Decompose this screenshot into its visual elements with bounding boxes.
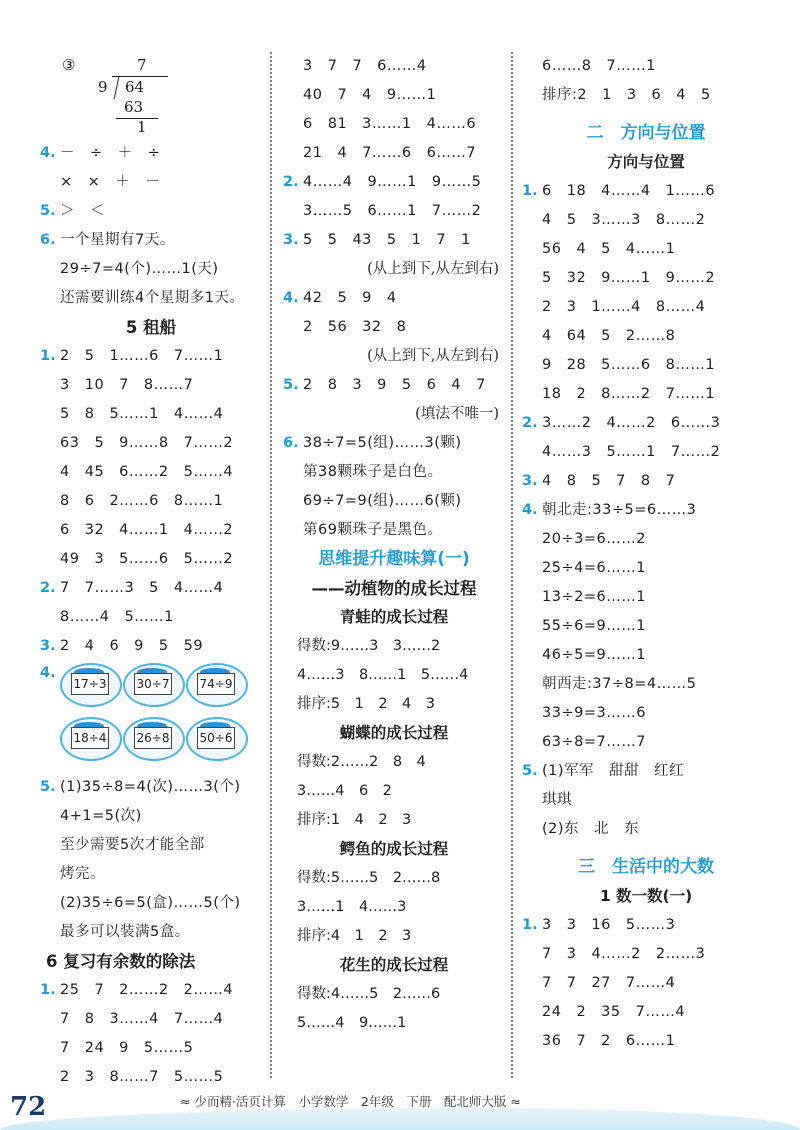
answer-text: － ÷ ＋ ÷: [60, 145, 161, 161]
question-number: 5.: [283, 377, 299, 393]
oval-item: [123, 663, 185, 707]
answer-row: [522, 409, 770, 438]
answer-row: 3……4 6 2: [297, 783, 392, 799]
answer-row: [283, 139, 505, 168]
answer-text: 36 7 2 6……1: [542, 1033, 676, 1049]
answer-text: 42 5 9 4: [303, 290, 397, 306]
answer-row: [522, 525, 770, 554]
answer-row: [522, 52, 770, 81]
answer-row: [522, 351, 770, 380]
answer-text: 4 45 6……2 5……4: [60, 464, 234, 480]
answer-row: [40, 487, 262, 516]
oval-label: 74÷9: [197, 673, 235, 695]
answer-row: [522, 81, 770, 110]
section-subtitle: 方向与位置: [607, 153, 685, 171]
answer-text: 3 10 7 8……7: [60, 377, 194, 393]
group-heading: 花生的成长过程: [339, 956, 449, 974]
column-divider: [511, 52, 513, 1078]
answer-row: [40, 603, 262, 632]
question-number: 4.: [40, 145, 56, 161]
answer-row: [283, 487, 505, 516]
answer-text: 7 24 9 5……5: [60, 1040, 194, 1056]
answer-row: [522, 786, 770, 815]
answer-row: [522, 728, 770, 757]
column-divider: [270, 52, 272, 1078]
answer-row: [522, 206, 770, 235]
answer-text: 24 2 35 7……4: [542, 1004, 686, 1020]
answer-row: [522, 940, 770, 969]
section-subtitle: ——动植物的成长过程: [311, 579, 477, 598]
answer-text: 13÷2=6……1: [542, 589, 646, 605]
question-number: 3.: [40, 638, 56, 654]
oval-label: 50÷6: [197, 727, 235, 749]
answer-text: 2 3 1……4 8……4: [542, 299, 706, 315]
answer-row: [522, 641, 770, 670]
answer-text: 6 32 4……1 4……2: [60, 522, 234, 538]
answer-row: [522, 322, 770, 351]
answer-row: [283, 458, 505, 487]
answer-text: 8 6 2……6 8……1: [60, 493, 224, 509]
answer-text: 8……4 5……1: [60, 609, 174, 625]
answer-text: 7 7……3 5 4……4: [60, 580, 224, 596]
oval-label: 17÷3: [71, 673, 109, 695]
answer-text: 6 81 3……1 4……6: [303, 116, 477, 132]
answer-row: [40, 371, 262, 400]
answer-row: [283, 168, 505, 197]
question-number: 2.: [522, 415, 538, 431]
answer-row: 5……4 9……1: [297, 1015, 407, 1031]
answer-text: 2 5 1……6 7……1: [60, 348, 224, 364]
answer-text: 至少需要5次才能全部: [60, 837, 205, 853]
oval-item: [60, 663, 122, 707]
group-heading: 蝴蝶的成长过程: [339, 724, 449, 742]
answer-text: 38÷7=5(组)……3(颗): [303, 435, 462, 451]
answer-row: 排序:4 1 2 3: [297, 928, 412, 944]
product: 63: [124, 98, 144, 116]
answer-text: 3 7 7 6……4: [303, 58, 427, 74]
answer-row: [40, 773, 262, 802]
answer-row: 得数:4……5 2……6: [297, 986, 441, 1002]
problem-marker: ③: [62, 56, 76, 74]
answer-text: (1)35÷8=4(次)……3(个): [60, 779, 241, 795]
answer-text: 7 7 27 7……4: [542, 975, 676, 991]
answer-row: [522, 380, 770, 409]
question-number: 5.: [522, 763, 538, 779]
answer-row: [283, 284, 505, 313]
answer-row: [40, 889, 262, 918]
answer-row: [283, 226, 505, 255]
oval-item: [123, 717, 185, 761]
question-number: 1.: [522, 917, 538, 933]
answer-row: [40, 168, 262, 197]
answer-text: 琪琪: [542, 792, 572, 808]
answer-text: 最多可以装满5盒。: [60, 924, 190, 940]
page-number: 72: [10, 1092, 47, 1122]
footer-wave: [0, 1108, 800, 1130]
answer-row: [40, 860, 262, 889]
answer-text: × × ＋ －: [60, 174, 161, 190]
answer-text: 6……8 7……1: [542, 58, 656, 74]
oval-label: 18÷4: [71, 727, 109, 749]
answer-row: [40, 574, 262, 603]
answer-text: 朝西走:37÷8=4……5: [542, 676, 697, 692]
answer-row: [40, 632, 262, 661]
answer-text: 2 56 32 8: [303, 319, 407, 335]
answer-row: [40, 226, 262, 255]
answer-text: ＞ ＜: [60, 203, 105, 219]
answer-text: 5 5 43 5 1 7 1: [303, 232, 471, 248]
answer-text: 4……4 9……1 9……5: [303, 174, 482, 190]
section-title-big-numbers: 三 生活中的大数: [578, 857, 714, 877]
long-division: [40, 52, 262, 139]
answer-text: 5 32 9……1 9……2: [542, 270, 716, 286]
answer-text: 7 3 4……2 2……3: [542, 946, 706, 962]
answer-row: [40, 802, 262, 831]
answer-row: [40, 1034, 262, 1063]
section-subtitle: 1 数一数(一): [599, 887, 693, 905]
answer-row: [522, 612, 770, 641]
answer-row: [40, 400, 262, 429]
answer-text: 55÷6=9……1: [542, 618, 646, 634]
answer-row: [40, 545, 262, 574]
answer-row: 4……3 8……1 5……4: [297, 667, 469, 683]
answer-row: 排序:1 4 2 3: [297, 812, 412, 828]
answer-row: [522, 264, 770, 293]
answer-text: 2 4 6 9 5 59: [60, 638, 204, 654]
answer-row: [522, 293, 770, 322]
answer-row: [40, 255, 262, 284]
question-number: 2.: [283, 174, 299, 190]
answer-row: [522, 969, 770, 998]
answer-row: [40, 197, 262, 226]
question-number: 4.: [283, 290, 299, 306]
answer-row: [283, 371, 505, 400]
answer-row: [522, 177, 770, 206]
answer-text: 第38颗珠子是白色。: [303, 464, 443, 480]
answer-row: [40, 429, 262, 458]
remainder: 1: [137, 118, 147, 136]
division-bracket: [114, 77, 120, 99]
answer-text: 排序:2 1 3 6 4 5: [542, 87, 711, 103]
question-number: 4.: [522, 502, 538, 518]
answer-row: [522, 815, 770, 844]
answer-text: 3……2 4……2 6……3: [542, 415, 721, 431]
answer-column-3: [522, 52, 770, 1056]
answer-row: 得数:2……2 8 4: [297, 754, 426, 770]
answer-text: 4……3 5……1 7……2: [542, 444, 721, 460]
oval-label: 30÷7: [134, 673, 172, 695]
answer-text: 49 3 5……6 5……2: [60, 551, 234, 567]
answer-row: [283, 52, 505, 81]
section-title-6: 6 复习有余数的除法: [46, 952, 196, 971]
oval-item: [60, 717, 122, 761]
question-number: 4.: [40, 665, 56, 681]
note: (从上到下,从左到右): [367, 348, 499, 364]
answer-row: [40, 342, 262, 371]
answer-row: [40, 516, 262, 545]
oval-label: 26÷8: [134, 727, 172, 749]
answer-text: 7 8 3……4 7……4: [60, 1011, 224, 1027]
note: (填法不唯一): [415, 406, 499, 422]
answer-text: 4+1=5(次): [60, 808, 142, 824]
answer-row: [283, 313, 505, 342]
answer-row: [40, 831, 262, 860]
question-number: 3.: [522, 473, 538, 489]
answer-row: [522, 1027, 770, 1056]
answer-row: [522, 757, 770, 786]
answer-text: 2 3 8……7 5……5: [60, 1069, 224, 1085]
answer-text: 40 7 4 9……1: [303, 87, 437, 103]
quotient: 7: [137, 56, 147, 74]
footer-text: ≈ 少而精·活页计算 小学数学 2年级 下册 配北师大版 ≈: [180, 1094, 521, 1109]
section-title-5: 5 租船: [125, 318, 177, 337]
oval-answers: [40, 661, 262, 773]
answer-text: 4 5 3……3 8……2: [542, 212, 706, 228]
answer-text: 9 28 5……6 8……1: [542, 357, 716, 373]
divisor: 9: [98, 78, 108, 96]
question-number: 5.: [40, 203, 56, 219]
answer-row: [283, 429, 505, 458]
question-number: 1.: [40, 982, 56, 998]
answer-row: [522, 583, 770, 612]
answer-row: [283, 81, 505, 110]
division-bar: [112, 76, 168, 77]
answer-row: [522, 998, 770, 1027]
answer-row: [522, 554, 770, 583]
group-heading: 鳄鱼的成长过程: [339, 840, 449, 858]
answer-column-2: [283, 52, 505, 1038]
answer-text: 烤完。: [60, 866, 105, 882]
answer-row: [40, 139, 262, 168]
answer-text: 朝北走:33÷5=6……3: [542, 502, 697, 518]
question-number: 5.: [40, 779, 56, 795]
oval-item: [186, 663, 248, 707]
answer-text: 56 4 5 4……1: [542, 241, 676, 257]
answer-row: [522, 670, 770, 699]
answer-text: 3……5 6……1 7……2: [303, 203, 482, 219]
answer-column-1: [40, 52, 262, 1092]
answer-text: (1)军军 甜甜 红红: [542, 763, 685, 779]
answer-text: 21 4 7……6 6……7: [303, 145, 477, 161]
answer-text: (2)35÷6=5(盒)……5(个): [60, 895, 241, 911]
answer-text: 63 5 9……8 7……2: [60, 435, 234, 451]
answer-text: 4 64 5 2……8: [542, 328, 676, 344]
answer-text: 69÷7=9(组)……6(颗): [303, 493, 462, 509]
question-number: 1.: [522, 183, 538, 199]
answer-text: 18 2 8……2 7……1: [542, 386, 716, 402]
answer-row: 排序:5 1 2 4 3: [297, 696, 436, 712]
question-number: 6.: [40, 232, 56, 248]
oval-item: [186, 717, 248, 761]
answer-text: 5 8 5……1 4……4: [60, 406, 224, 422]
answer-row: [40, 976, 262, 1005]
answer-text: 63÷8=7……7: [542, 734, 646, 750]
answer-text: 20÷3=6……2: [542, 531, 646, 547]
answer-text: 46÷5=9……1: [542, 647, 646, 663]
answer-row: [522, 699, 770, 728]
section-title-thinking: 思维提升趣味算(一): [318, 549, 470, 569]
answer-row: [522, 438, 770, 467]
answer-text: 25 7 2……2 2……4: [60, 982, 234, 998]
answer-text: 2 8 3 9 5 6 4 7: [303, 377, 486, 393]
answer-row: [40, 918, 262, 947]
answer-text: 4 8 5 7 8 7: [542, 473, 676, 489]
answer-row: [40, 458, 262, 487]
answer-text: (2)东 北 东: [542, 821, 640, 837]
answer-row: [283, 197, 505, 226]
answer-row: [283, 110, 505, 139]
answer-text: 29÷7=4(个)……1(天): [60, 261, 219, 277]
answer-text: 第69颗珠子是黑色。: [303, 522, 443, 538]
answer-row: 得数:5……5 2……8: [297, 870, 441, 886]
question-number: 3.: [283, 232, 299, 248]
answer-row: 得数:9……3 3……2: [297, 638, 441, 654]
question-number: 1.: [40, 348, 56, 364]
answer-row: [522, 911, 770, 940]
group-heading: 青蛙的成长过程: [339, 608, 449, 626]
answer-row: [522, 467, 770, 496]
answer-text: 还需要训练4个星期多1天。: [60, 290, 245, 306]
note: (从上到下,从左到右): [367, 261, 499, 277]
answer-row: [522, 235, 770, 264]
answer-row: 3……1 4……3: [297, 899, 407, 915]
question-number: 6.: [283, 435, 299, 451]
answer-text: 33÷9=3……6: [542, 705, 646, 721]
answer-row: [40, 284, 262, 313]
dividend: 64: [125, 78, 145, 96]
answer-text: 3 3 16 5……3: [542, 917, 676, 933]
answer-text: 6 18 4……4 1……6: [542, 183, 716, 199]
answer-text: 25÷4=6……1: [542, 560, 646, 576]
answer-row: [283, 516, 505, 545]
answer-text: 一个星期有7天。: [60, 232, 175, 248]
question-number: 2.: [40, 580, 56, 596]
answer-row: [40, 1005, 262, 1034]
page-footer: [0, 1080, 800, 1130]
answer-row: [522, 496, 770, 525]
section-title-direction: 二 方向与位置: [586, 123, 706, 143]
